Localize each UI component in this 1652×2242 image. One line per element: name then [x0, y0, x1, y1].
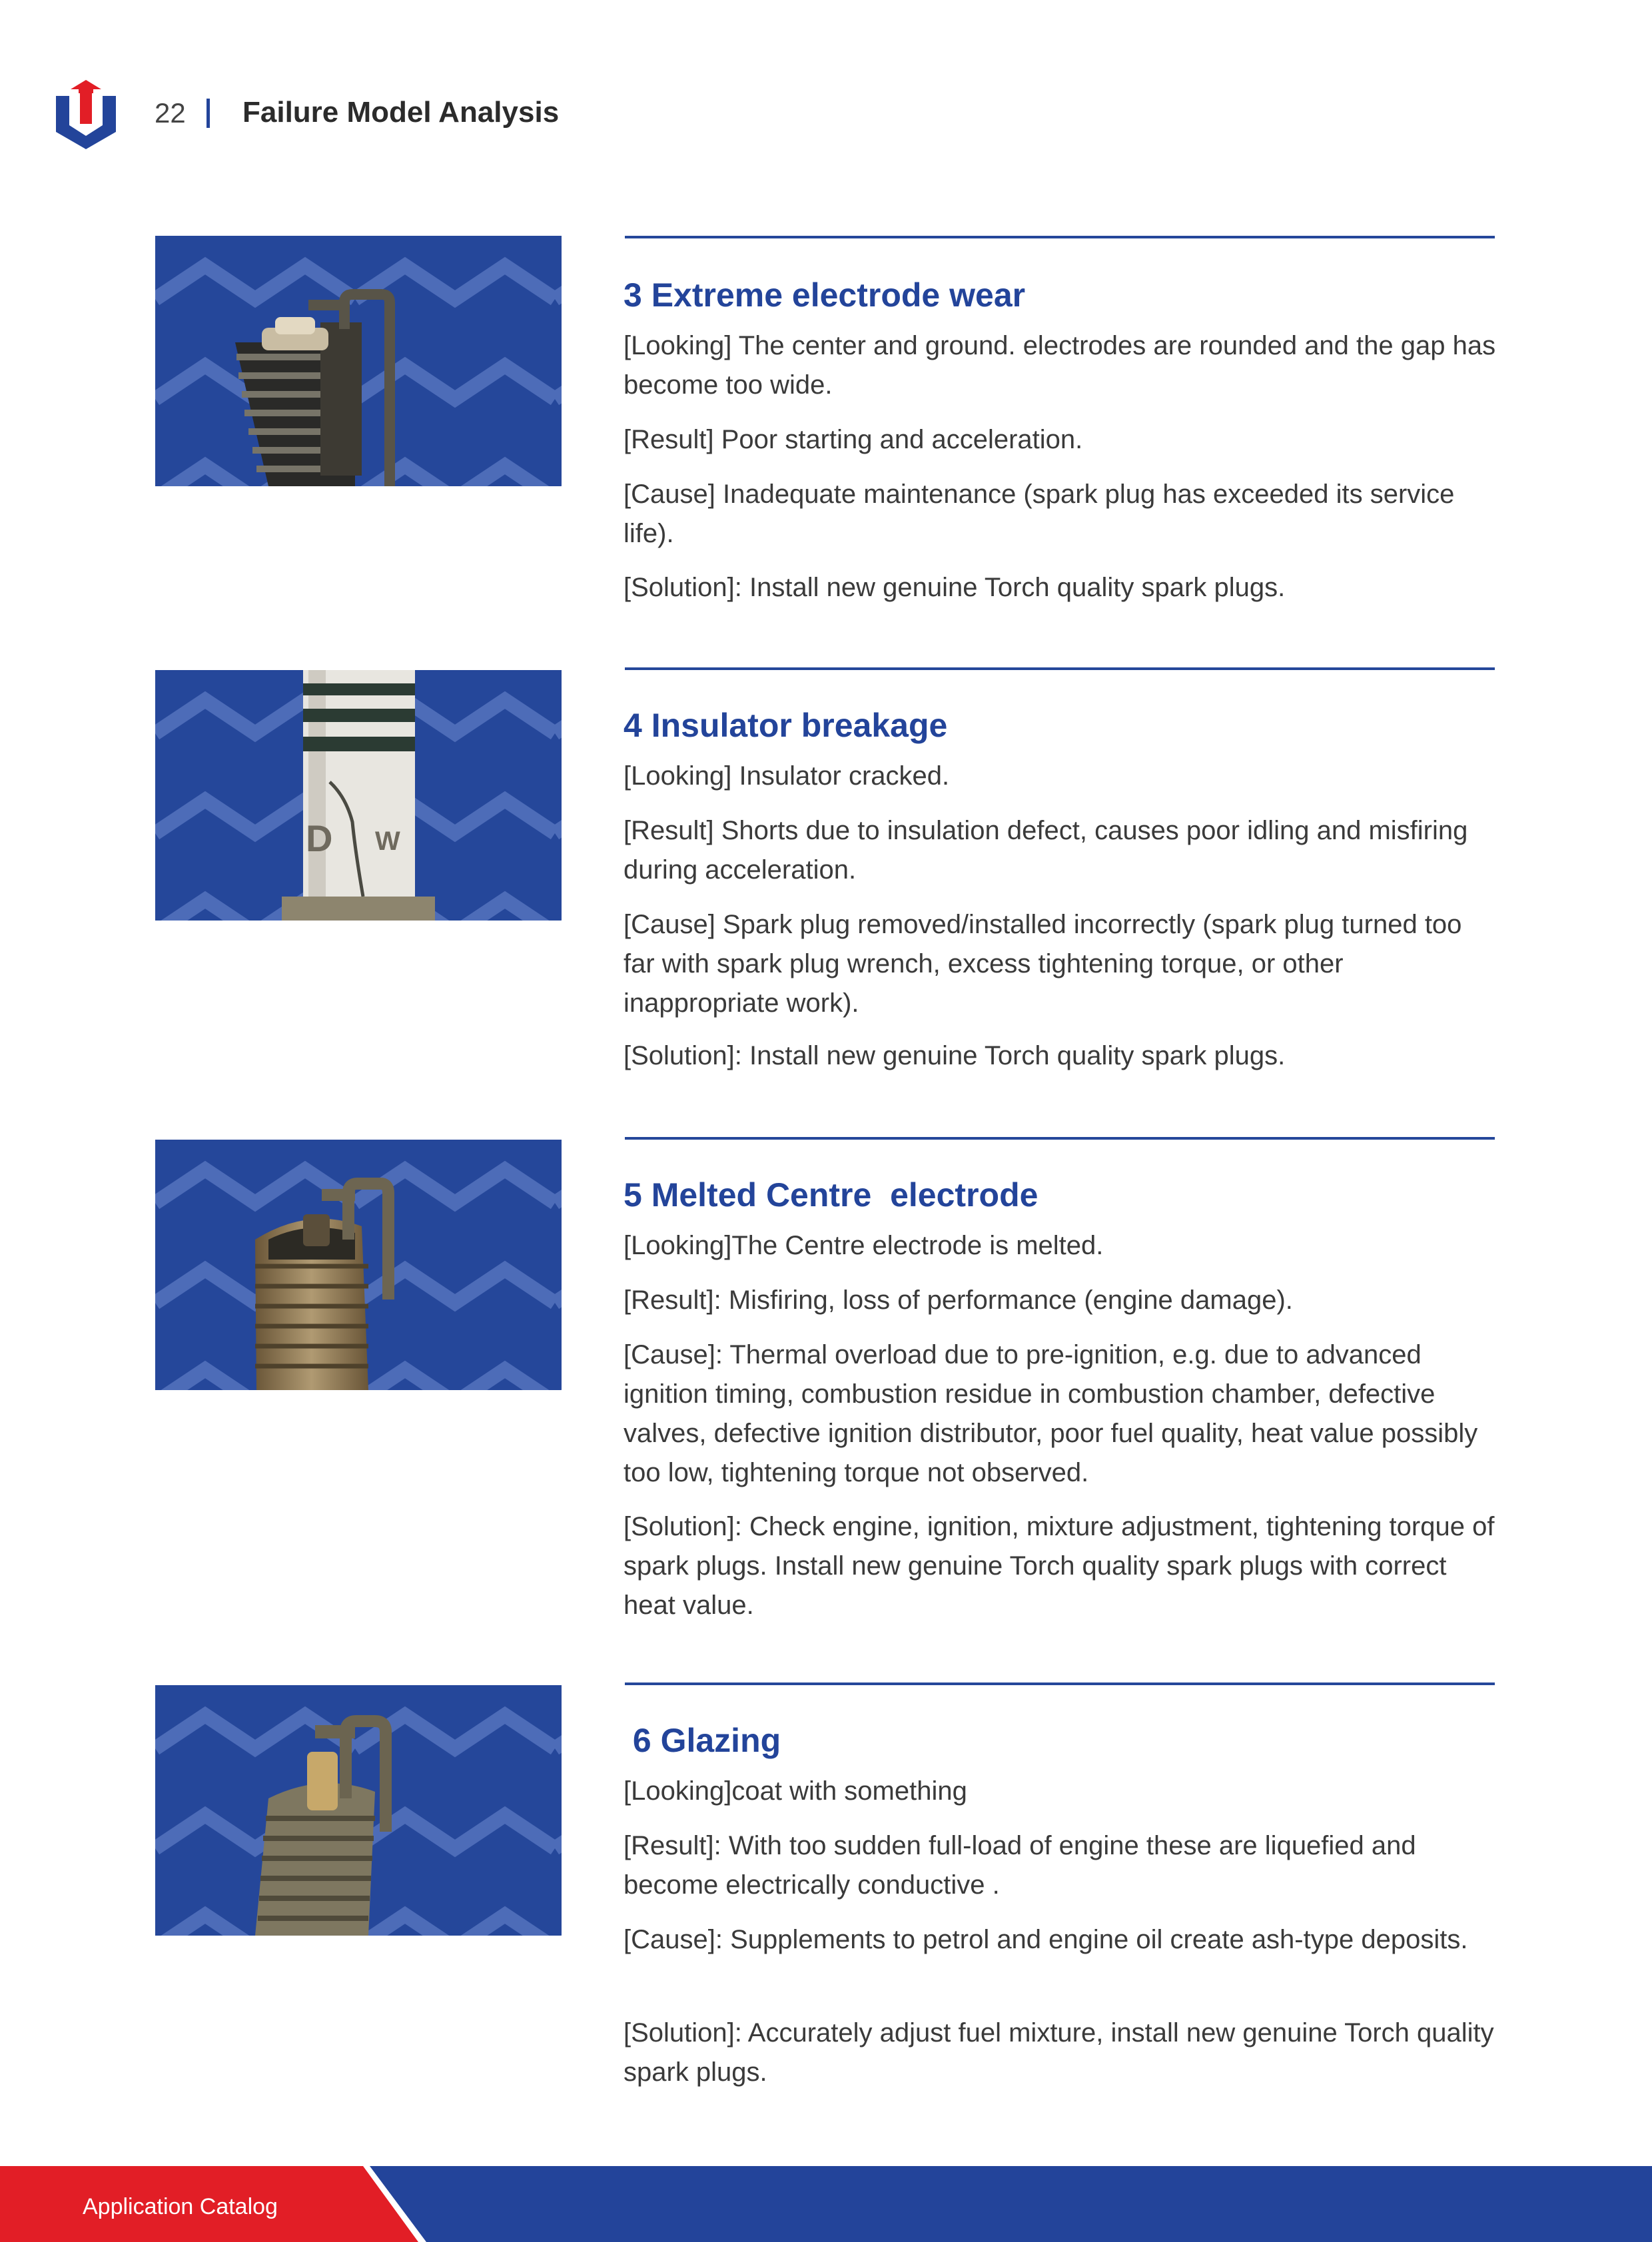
result-text: [Result]: With too sudden full-load of engine these are liquefied and become electrically conductive . — [623, 1831, 1416, 1900]
page-header — [0, 0, 1652, 173]
section-title: 6 Glazing — [623, 1722, 781, 1759]
section-title: 3 Extreme electrode wear — [623, 276, 1026, 314]
svg-text:W: W — [375, 827, 400, 856]
solution-text: [Solution]: Accurately adjust fuel mixture, install new genuine Torch quality spark plugs. — [623, 2018, 1494, 2087]
section-title: 5 Melted Centre electrode — [623, 1176, 1038, 1214]
page-footer — [0, 2166, 1652, 2242]
page-title: Failure Model Analysis — [242, 96, 560, 129]
footer-label: Application Catalog — [83, 2194, 278, 2219]
result-text: [Result] Shorts due to insulation defect, causes poor idling and misfiring during acceleration. — [623, 816, 1468, 885]
solution-text: [Solution]: Install new genuine Torch quality spark plugs. — [623, 1041, 1286, 1070]
spark-plug-photo — [155, 236, 562, 486]
looking-text: [Looking]coat with something — [623, 1776, 967, 1806]
solution-text: [Solution]: Install new genuine Torch quality spark plugs. — [623, 573, 1286, 602]
spark-plug-photo — [155, 670, 562, 921]
section-divider — [625, 1682, 1495, 1685]
section-divider — [625, 236, 1495, 238]
spark-plug-photo — [155, 1140, 562, 1390]
page-number: 22 — [155, 97, 186, 129]
solution-text: [Solution]: Check engine, ignition, mixture adjustment, tightening torque of spark plugs. Install new genuine Torch quality spark plugs with correct heat value. — [623, 1512, 1495, 1620]
svg-text:D: D — [306, 817, 333, 859]
cause-text: [Cause] Inadequate maintenance (spark plug has exceeded its service life). — [623, 480, 1455, 548]
spark-plug-photo — [155, 1685, 562, 1936]
section-divider — [625, 667, 1495, 670]
page-number-divider — [206, 99, 210, 128]
looking-text: [Looking] The center and ground. electrodes are rounded and the gap has become too wide. — [623, 331, 1496, 400]
cause-text: [Cause] Spark plug removed/installed incorrectly (spark plug turned too far with spark plug wrench, excess tightening torque, or other inappropriate work). — [623, 910, 1462, 1018]
result-text: [Result]: Misfiring, loss of performance (engine damage). — [623, 1286, 1293, 1315]
looking-text: [Looking]The Centre electrode is melted. — [623, 1231, 1104, 1260]
result-text: [Result] Poor starting and acceleration. — [623, 425, 1083, 454]
section-divider — [625, 1137, 1495, 1140]
torch-logo-icon — [53, 79, 119, 149]
cause-text: [Cause]: Supplements to petrol and engine oil create ash-type deposits. — [623, 1925, 1468, 1954]
looking-text: [Looking] Insulator cracked. — [623, 761, 950, 791]
cause-text: [Cause]: Thermal overload due to pre-ignition, e.g. due to advanced ignition timing, combustion residue in combustion chamber, defective valves, defective ignition distributor, poor fuel quality, heat value possibly too low, tightening torque not observed. — [623, 1340, 1478, 1487]
section-title: 4 Insulator breakage — [623, 707, 948, 744]
